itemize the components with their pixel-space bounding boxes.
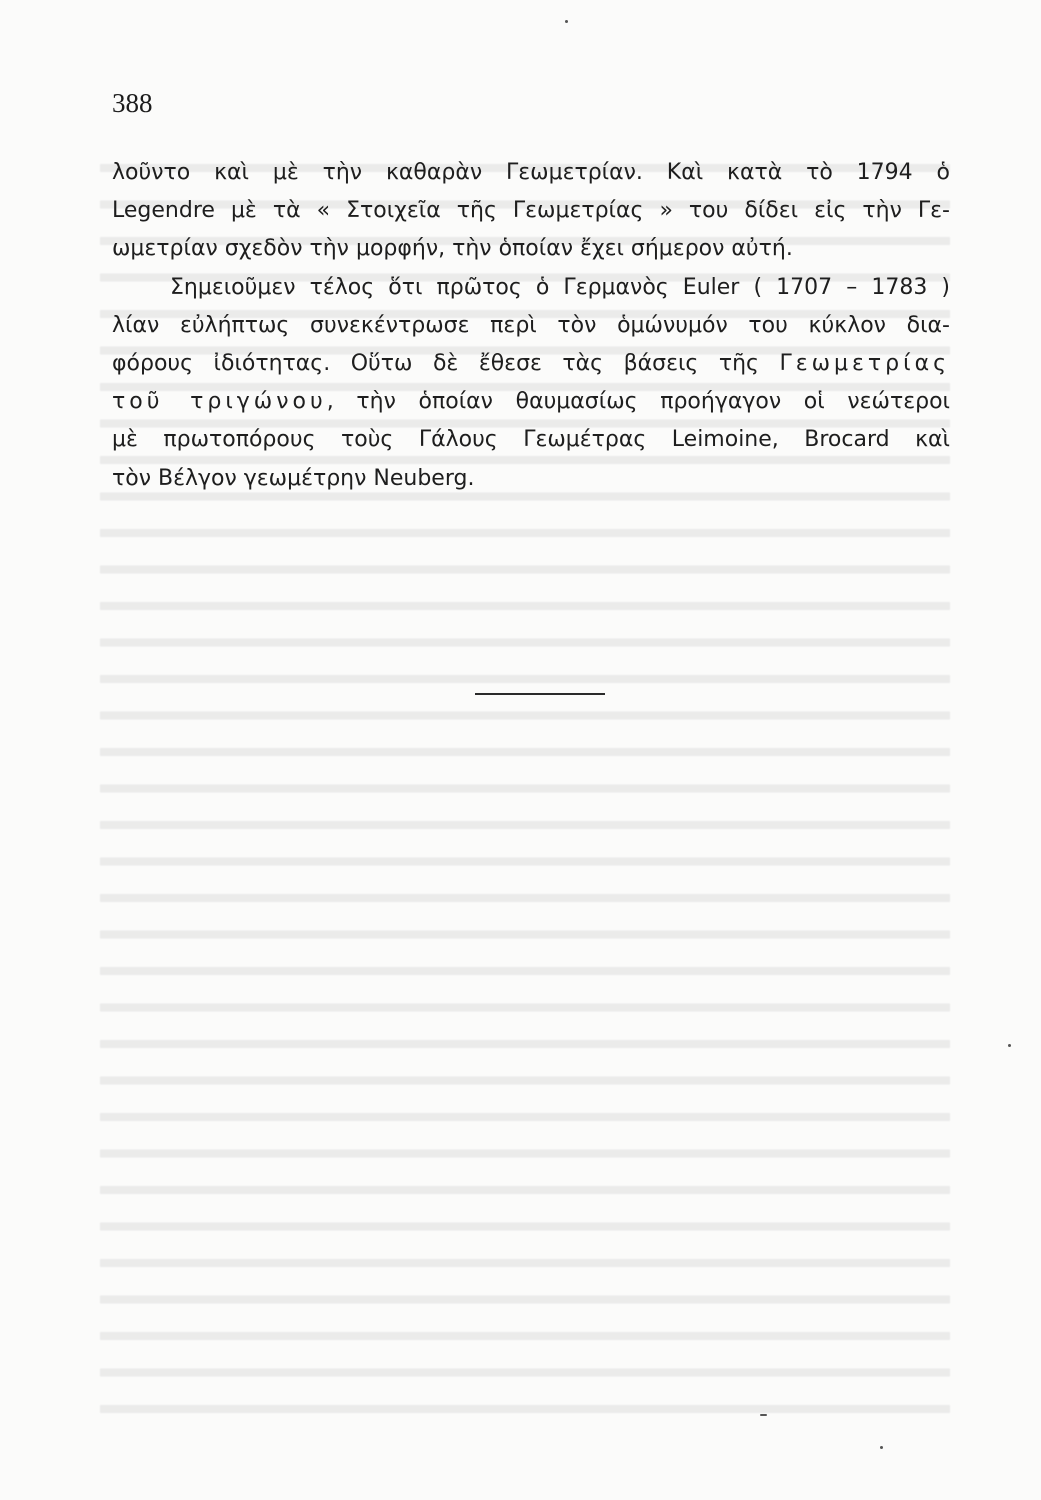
paper-speck xyxy=(880,1446,883,1449)
text-line: τοῦ τριγώνου, τὴν ὁποίαν θαυμασίως προήγαγον οἱ νεώτεροι xyxy=(112,389,950,415)
paper-speck xyxy=(760,1414,767,1416)
body-text xyxy=(112,154,950,498)
text-line: λοῦντο καὶ μὲ τὴν καθαρὰν Γεωμετρίαν. Καὶ κατὰ τὸ 1794 ὁ xyxy=(112,160,950,185)
page-number: 388 xyxy=(112,88,153,118)
emphasized-term: Γεωμετρίας xyxy=(779,350,950,376)
text-line: λίαν εὐλήπτως συνεκέντρωσε περὶ τὸν ὁμώνυμόν του κύκλον δια- xyxy=(112,312,950,338)
emphasized-term: τοῦ τριγώνου xyxy=(112,389,327,415)
text-line: Σημειοῦμεν τέλος ὅτι πρῶτος ὁ Γερμανὸς Euler ( 1707 – 1783 ) xyxy=(170,274,950,300)
paper-speck xyxy=(1008,1044,1011,1047)
paper-speck xyxy=(565,20,568,23)
text-line: μὲ πρωτοπόρους τοὺς Γάλους Γεωμέτρας Leimoine, Brocard καὶ xyxy=(112,427,950,453)
text-line: φόρους ἰδιότητας. Οὕτω δὲ ἔθεσε τὰς βάσεις τῆς Γεωμετρίας xyxy=(112,350,950,376)
text-line: Legendre μὲ τὰ « Στοιχεῖα τῆς Γεωμετρίας » του δίδει εἰς τὴν Γε- xyxy=(112,198,950,224)
section-end-rule xyxy=(475,693,605,695)
text-line: τὸν Βέλγον γεωμέτρην Neuberg. xyxy=(112,465,475,491)
text-line: ωμετρίαν σχεδὸν τὴν μορφήν, τὴν ὁποίαν ἔχει σήμερον αὐτή. xyxy=(112,236,793,262)
